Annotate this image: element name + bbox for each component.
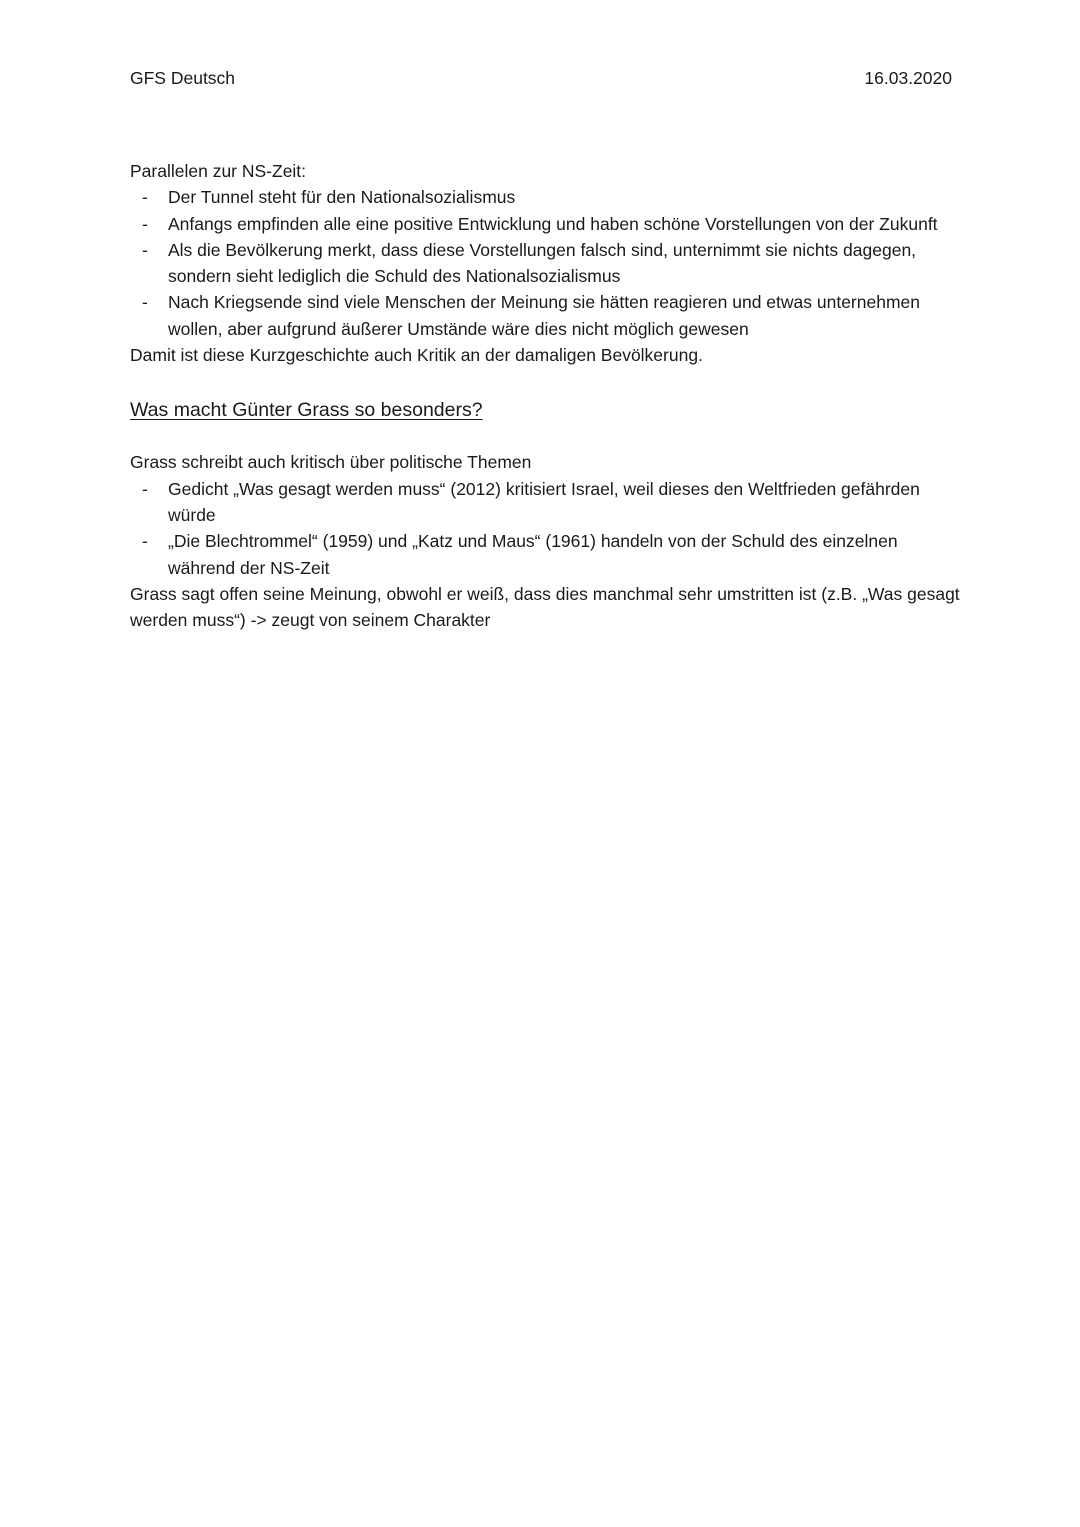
section2-list — [130, 476, 960, 581]
list-item-text: Anfangs empfinden alle eine positive Entwicklung und haben schöne Vorstellungen von der Zukunft — [168, 213, 938, 234]
bullet-dash: - — [142, 292, 148, 313]
section2-heading: Was macht Günter Grass so besonders? — [130, 399, 483, 422]
list-item-text: Als die Bevölkerung merkt, dass diese Vorstellungen falsch sind, unternimmt sie nichts dagegen, sondern sieht lediglich die Schuld des Nationalsozialismus — [168, 239, 917, 287]
header-date: 16.03.2020 — [864, 68, 952, 88]
bullet-dash: - — [142, 187, 148, 208]
section2-conclusion: Grass sagt offen seine Meinung, obwohl er weiß, dass dies manchmal sehr umstritten ist (z.B. „Was gesagt werden muss“) -> zeugt von seinem Charakter — [130, 583, 960, 631]
bullet-dash: - — [142, 213, 148, 234]
list-item-text: „Die Blechtrommel“ (1959) und „Katz und Maus“ (1961) handeln von der Schuld des einzelnen während der NS-Zeit — [168, 531, 898, 578]
list-item — [130, 237, 960, 290]
bullet-dash: - — [142, 531, 148, 552]
list-item-text: Gedicht „Was gesagt werden muss“ (2012) kritisiert Israel, weil dieses den Weltfrieden gefährden würde — [168, 478, 920, 525]
spacer — [130, 425, 960, 449]
list-item — [130, 184, 960, 210]
list-item — [130, 211, 960, 237]
list-item — [130, 528, 960, 581]
section1-intro: Parallelen zur NS-Zeit: — [130, 161, 307, 181]
section2-intro: Grass schreibt auch kritisch über politische Themen — [130, 452, 532, 473]
list-item-text: Der Tunnel steht für den Nationalsozialismus — [168, 187, 516, 208]
header-subject: GFS Deutsch — [130, 68, 236, 88]
list-item — [130, 476, 960, 529]
list-item-text: Nach Kriegsende sind viele Menschen der Meinung sie hätten reagieren und etwas unternehmen wollen, aber aufgrund äußerer Umstände wäre dies nicht möglich gewesen — [168, 292, 920, 339]
list-item — [130, 289, 960, 342]
bullet-dash: - — [142, 478, 148, 499]
bullet-dash: - — [142, 239, 148, 260]
section1-conclusion: Damit ist diese Kurzgeschichte auch Kritik an der damaligen Bevölkerung. — [130, 345, 703, 366]
section1-list — [130, 184, 960, 342]
document-body — [130, 158, 960, 633]
